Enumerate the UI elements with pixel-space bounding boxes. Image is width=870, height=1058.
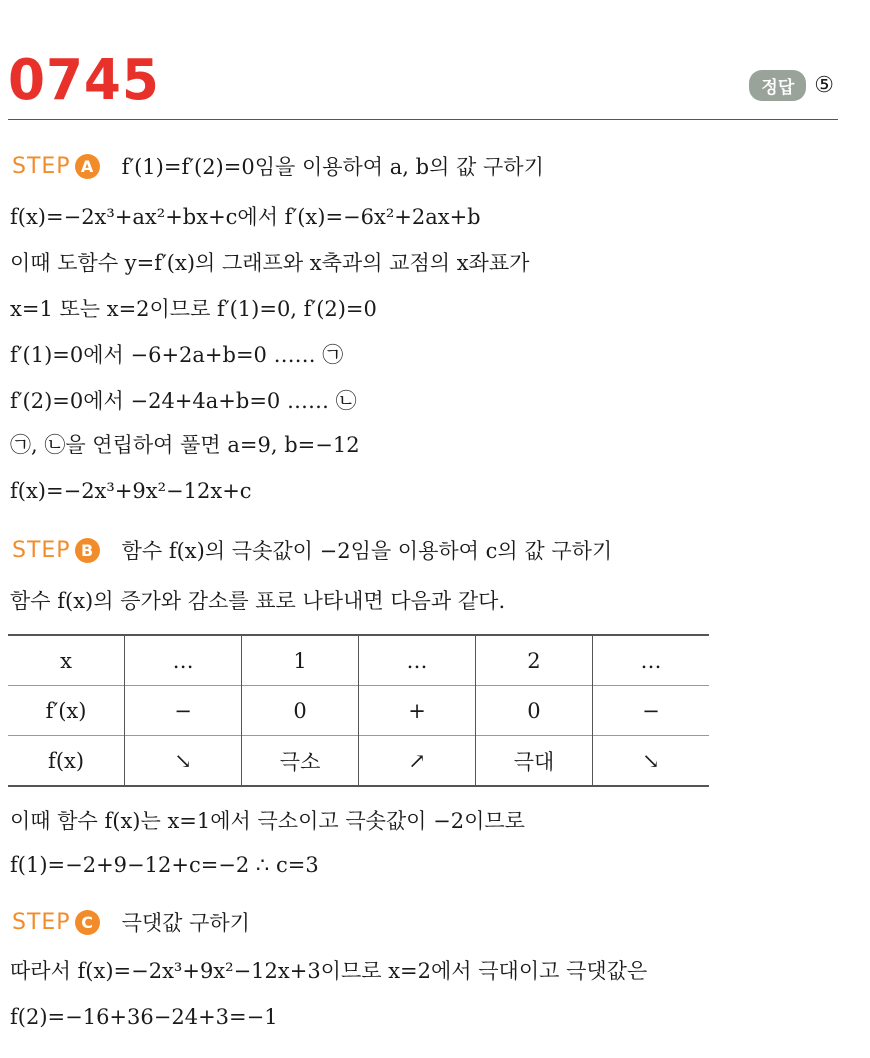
header-divider <box>8 119 838 120</box>
table-row <box>8 736 709 787</box>
step-c-letter-icon: C <box>75 910 100 935</box>
step-a-word: STEP <box>12 153 71 179</box>
step-c-word: STEP <box>12 909 71 935</box>
table-cell: x <box>8 635 125 686</box>
step-b-line: 이때 함수 f(x)는 x=1에서 극소이고 극솟값이 −2이므로 <box>10 809 525 833</box>
table-cell: 1 <box>242 635 359 686</box>
answer-badge: 정답 <box>749 70 806 101</box>
answer-value: ⑤ <box>814 73 834 98</box>
table-cell: 극소 <box>242 736 359 787</box>
step-c-title: 극댓값 구하기 <box>121 911 250 935</box>
step-a-title: f′(1)=f′(2)=0임을 이용하여 a, b의 값 구하기 <box>121 155 544 179</box>
table-cell: 0 <box>242 686 359 736</box>
step-a-line: x=1 또는 x=2이므로 f′(1)=0, f′(2)=0 <box>10 297 377 321</box>
step-b-intro: 함수 f(x)의 증가와 감소를 표로 나타내면 다음과 같다. <box>10 589 506 613</box>
step-a-line: f(x)=−2x³+ax²+bx+c에서 f′(x)=−6x²+2ax+b <box>10 205 481 229</box>
step-a-letter-icon: A <box>75 154 100 179</box>
table-cell: ↘ <box>592 736 709 787</box>
table-cell: + <box>359 686 476 736</box>
increase-decrease-table <box>8 634 709 787</box>
table-cell: … <box>125 635 242 686</box>
table-row <box>8 686 709 736</box>
answer-area <box>749 70 834 101</box>
step-c-heading <box>12 907 250 937</box>
step-c-line: 따라서 f(x)=−2x³+9x²−12x+3이므로 x=2에서 극대이고 극댓값은 <box>10 959 648 983</box>
problem-number: 0745 <box>8 48 160 113</box>
step-a-line: f′(2)=0에서 −24+4a+b=0 …… ㉡ <box>10 389 357 413</box>
table-cell: … <box>359 635 476 686</box>
step-a-line: 이때 도함수 y=f′(x)의 그래프와 x축과의 교점의 x좌표가 <box>10 251 530 275</box>
table-cell: − <box>125 686 242 736</box>
table-cell: ↗ <box>359 736 476 787</box>
table-row <box>8 635 709 686</box>
step-a-line: ㉠, ㉡을 연립하여 풀면 a=9, b=−12 <box>10 433 360 457</box>
table-cell: f′(x) <box>8 686 125 736</box>
step-c-line: f(2)=−16+36−24+3=−1 <box>10 1005 278 1029</box>
table-cell: 극대 <box>476 736 593 787</box>
step-b-title: 함수 f(x)의 극솟값이 −2임을 이용하여 c의 값 구하기 <box>121 539 613 563</box>
table-cell: f(x) <box>8 736 125 787</box>
step-b-line: f(1)=−2+9−12+c=−2 ∴ c=3 <box>10 853 319 877</box>
step-b-letter-icon: B <box>75 538 100 563</box>
step-b-heading <box>12 535 612 565</box>
table-cell: … <box>592 635 709 686</box>
table-cell: 0 <box>476 686 593 736</box>
step-b-word: STEP <box>12 537 71 563</box>
step-a-line: f′(1)=0에서 −6+2a+b=0 …… ㉠ <box>10 343 344 367</box>
step-a-line: f(x)=−2x³+9x²−12x+c <box>10 479 252 503</box>
table-cell: − <box>592 686 709 736</box>
step-a-heading <box>12 151 544 181</box>
table-cell: ↘ <box>125 736 242 787</box>
table-cell: 2 <box>476 635 593 686</box>
